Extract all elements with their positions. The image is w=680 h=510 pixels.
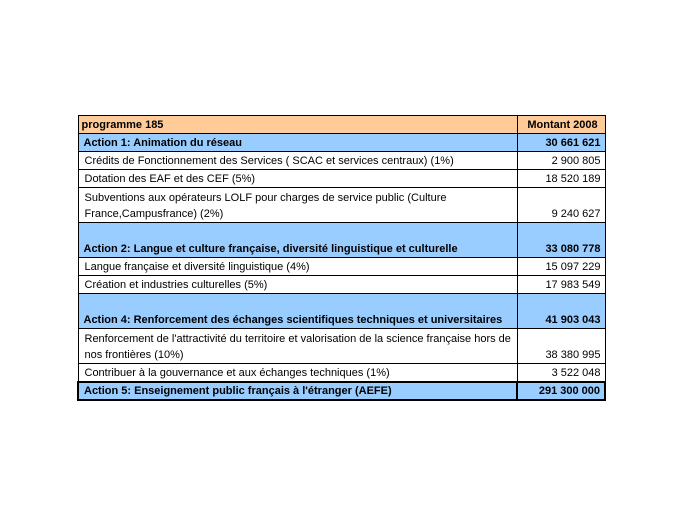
table-row — [78, 188, 605, 223]
row-label: Langue française et diversité linguistique (4%) — [78, 258, 517, 276]
row-label: Subventions aux opérateurs LOLF pour charges de service public (Culture France,Campusfrance) (2%) — [78, 188, 517, 223]
table-row — [78, 258, 605, 276]
action-2-row — [78, 223, 605, 258]
row-amount: 38 380 995 — [517, 329, 605, 364]
row-amount: 9 240 627 — [517, 188, 605, 223]
table-row — [78, 152, 605, 170]
row-label: Création et industries culturelles (5%) — [78, 276, 517, 294]
row-amount: 18 520 189 — [517, 170, 605, 188]
row-label: Contribuer à la gouvernance et aux échanges techniques (1%) — [78, 364, 517, 383]
action-4-label: Action 4: Renforcement des échanges scientifiques techniques et universitaires — [78, 294, 517, 329]
row-label: Renforcement de l'attractivité du territoire et valorisation de la science française hors de nos frontières (10%) — [78, 329, 517, 364]
action-5-row — [78, 382, 605, 400]
action-4-row — [78, 294, 605, 329]
table-header-row — [78, 116, 605, 134]
action-1-amount: 30 661 621 — [517, 134, 605, 152]
row-amount: 3 522 048 — [517, 364, 605, 383]
action-5-label: Action 5: Enseignement public français à l'étranger (AEFE) — [78, 382, 517, 400]
row-label: Crédits de Fonctionnement des Services ( SCAC et services centraux) (1%) — [78, 152, 517, 170]
table-row — [78, 329, 605, 364]
row-amount: 2 900 805 — [517, 152, 605, 170]
action-5-amount: 291 300 000 — [517, 382, 605, 400]
action-1-row — [78, 134, 605, 152]
table-row — [78, 170, 605, 188]
budget-table — [77, 115, 606, 401]
table-row — [78, 364, 605, 383]
header-programme-label: programme 185 — [78, 116, 517, 134]
row-amount: 15 097 229 — [517, 258, 605, 276]
action-2-label: Action 2: Langue et culture française, diversité linguistique et culturelle — [78, 223, 517, 258]
table-row — [78, 276, 605, 294]
header-amount-label: Montant 2008 — [517, 116, 605, 134]
action-2-amount: 33 080 778 — [517, 223, 605, 258]
row-amount: 17 983 549 — [517, 276, 605, 294]
action-4-amount: 41 903 043 — [517, 294, 605, 329]
row-label: Dotation des EAF et des CEF (5%) — [78, 170, 517, 188]
action-1-label: Action 1: Animation du réseau — [78, 134, 517, 152]
